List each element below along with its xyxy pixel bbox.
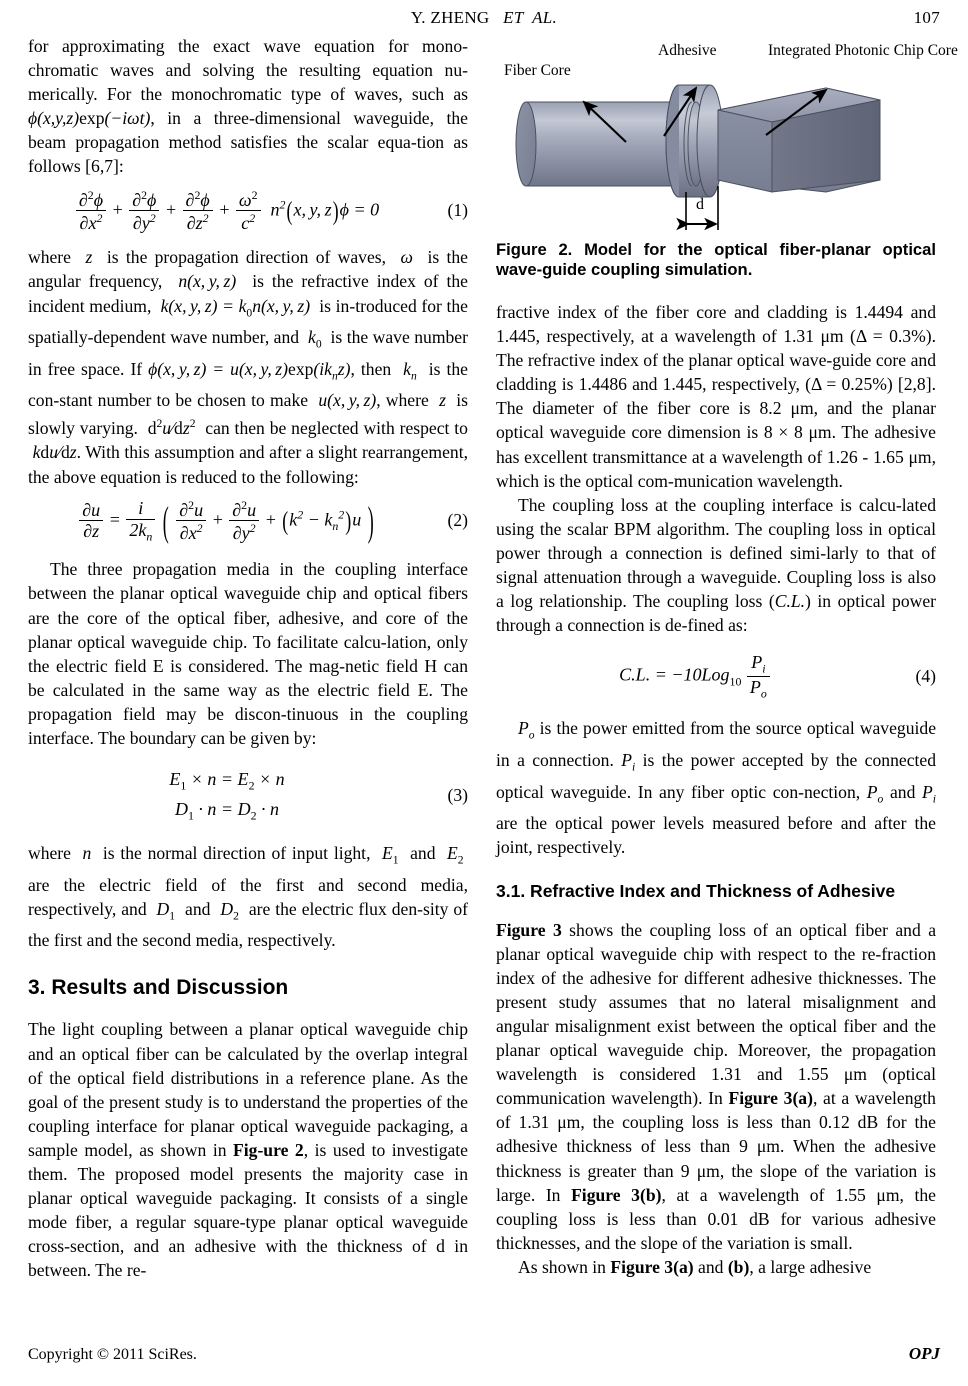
paragraph-power-definitions: [496, 716, 936, 859]
where-text-4: is in-troduced for the spatially-dependent wave number, and: [28, 295, 468, 348]
where-text-3: is the refractive index of the incident medium,: [28, 271, 468, 316]
paragraph-refractive-index: fractive index of the fiber core and cladding is 1.4494 and 1.445, respectively, at a wavelength of 1.31 μm (Δ = 0.3%). The refractive index of the planar optical wave-guide core and cladding is 1.4486 and 1.445, respectively, (Δ = 0.25%) [2,8]. The diameter of the fiber core is 8.2 μm, and the planar optical waveguide core dimension is 8 × 8 μm. The adhesive has excellent transmittance at a wavelength of 1.26 - 1.65 μm, which is the optical com-munication wavelength.: [496, 302, 936, 491]
fig3-text-a: shows the coupling loss of an optical fiber and a planar optical waveguide chip with respect to the re-fraction index of the adhesive for different adhesive thicknesses. The present study assumes that no lateral misalignment and angular misalignment exist between the optical fiber and the planar optical waveguide chip. Moreover, the propagation wavelength is considered 1.31 and 1.55 μm (optical communication wavelength). In: [496, 919, 937, 1109]
light-coupling-text-b: , is used to investigate them. The proposed model presents the majority case in planar optical waveguide packaging. It consists of a single mode fiber, a regular square-type planar optical waveguide cross-section, and an adhesive with the thickness of d in between. The re-: [28, 1139, 468, 1281]
figure-2-caption-number: Figure 2.: [496, 240, 573, 259]
equation-2-number: (2): [447, 510, 468, 531]
figure-2: [496, 40, 958, 236]
integrated-photonic-chip-box: [718, 88, 880, 192]
page-number: 107: [913, 8, 940, 27]
figure-3-reference[interactable]: Figure 3: [496, 919, 562, 940]
equation-4-body: C.L. = −10Log$_{10}$ $\frac{P_i}{P_o}$: [496, 653, 894, 700]
journal-abbreviation: OPJ: [908, 1344, 940, 1363]
inline-math-phi-exp: ϕ(x,y,z)exp(−iωt): [28, 108, 151, 129]
paragraph-three-media: The three propagation media in the coupling interface between the planar optical waveguide chip and optical fibers are the core of the optical fiber, adhesive, and core of the planar optical waveguide chip. To facilitate calcu-lation, only the electric field E is considered. The mag-netic field H can be calculated in the same way as the electric field E. The propagation field may be discon-tinuous in the coupling interface. The boundary can be given by:: [28, 559, 468, 749]
fig3-text-e: and: [693, 1256, 728, 1277]
equation-1: [28, 189, 468, 234]
where2-text-1: is the normal direction of input light,: [102, 842, 371, 863]
power-text-c: and: [883, 781, 923, 802]
paragraph-figure3-description: [496, 918, 936, 1255]
where-text-7: is the con-stant number to be chosen to make: [28, 358, 468, 411]
figure-label-fiber-core: Fiber Core: [504, 62, 571, 79]
runhead-author-name: Y. ZHENG: [410, 8, 490, 27]
where-text-5: is the wave number in free space. If: [28, 327, 468, 379]
where-text-10: can then be neglected with respect to: [205, 418, 468, 439]
paragraph-intro: [28, 34, 468, 179]
runhead-etal: ET AL.: [503, 8, 558, 27]
copyright-notice: Copyright © 2011 SciRes.: [28, 1346, 197, 1363]
figure-2-reference[interactable]: Fig-ure 2: [233, 1139, 304, 1160]
paragraph-large-adhesive: [496, 1255, 936, 1279]
where2-text-5: are the electric flux den-sity of the first and the second media, respectively.: [28, 898, 469, 951]
equation-3-body: $E_1 \times n = E_2 \times n$ $D_1 \cdot n = D_2 \cdot n$: [169, 769, 285, 823]
power-text-a: is the power emitted from the source optical waveguide in a connection.: [496, 718, 936, 771]
right-column: [496, 34, 958, 1279]
equation-4: [496, 653, 936, 700]
where-text-9: is slowly varying.: [28, 390, 468, 439]
equation-4-number: (4): [915, 666, 936, 687]
where-text-1: is the propagation direction of waves,: [106, 247, 387, 268]
figure-label-adhesive: Adhesive: [658, 42, 717, 59]
equation-2-body: $\frac{\partial u}{\partial z}$ = $\frac{i}{2k_n}$ ( $\frac{\partial^2u}{\partial x^2}$ + $\frac{\partial^2u}{\partial y^2}$ + $(k^2 - k_n^2)u$ ): [28, 499, 426, 544]
section-heading-results: 3. Results and Discussion: [28, 976, 289, 1000]
running-head-authors: [28, 8, 940, 28]
fig3-text-d: As shown in: [518, 1256, 611, 1277]
fig3-text-b: , at a wavelength of 1.31 μm, the coupling loss is less than 0.12 dB for the adhesive thickness of less than 9 μm. When the adhesive thickness is greater than 9 μm, the slope of the variation is large. In: [496, 1088, 936, 1205]
figure-2-caption-text: Model for the optical fiber-planar optical wave-guide coupling simulation.: [496, 240, 936, 279]
figure-label-chip-core: Integrated Photonic Chip Core: [768, 42, 958, 59]
figure-3b-reference-2[interactable]: (b): [727, 1256, 750, 1277]
where-text-8: , where: [376, 390, 429, 411]
coupling-loss-text-b: ) in optical power through a connection is de-fined as:: [496, 591, 936, 636]
equation-1-number: (1): [447, 200, 468, 221]
adhesive-disc: [666, 85, 723, 197]
coupling-loss-text-a: The coupling loss at the coupling interface is calcu-lated using the scalar BPM algorithm. The coupling loss in optical power through a connection is defined simi-larly to that of signal attenuation through a waveguide. Coupling loss is also a log relationship. The coupling loss (: [496, 494, 936, 612]
where2-text-4: and: [185, 898, 211, 919]
equation-3-number: (3): [447, 785, 468, 806]
where-label-1: where: [28, 247, 71, 268]
subsection-heading-refractive: 3.1. Refractive Index and Thickness of Adhesive: [496, 881, 896, 902]
equation-1-body: $\frac{\partial^2\phi}{\partial x^2}$ + $\frac{\partial^2\phi}{\partial y^2}$ + $\frac{\partial^2\phi}{\partial z^2}$ + $\frac{\omega^2}{c^2}$ $n^2(x$, y, z)ϕ = 0: [28, 189, 426, 234]
paragraph-coupling-loss: [496, 493, 936, 638]
coupling-loss-symbol: C.L.: [774, 591, 806, 612]
paragraph-light-coupling: [28, 1017, 468, 1282]
figure-3a-reference[interactable]: Figure 3(a): [728, 1088, 813, 1109]
power-text-b: is the power accepted by the connected optical waveguide. In any fiber optic con-nection,: [496, 750, 936, 802]
fig3-text-f: , a large adhesive: [749, 1256, 872, 1277]
left-column: [28, 34, 468, 1282]
where-text-6: , then: [350, 358, 392, 379]
paragraph-where-2: where n is the normal direction of input light, $E_1$ and $E_2$ are the electric field of the first and second media, respectively, and $D_1$ and $D_2$ are the electric flux den-sity of the first and the second media, respectively.: [28, 842, 469, 951]
equation-2: [28, 499, 468, 544]
where2-text-2: and: [410, 842, 436, 863]
where2-text-3: are the electric field of the first and second media, respectively, and: [28, 874, 468, 919]
where-text-11: . With this assumption and after a slight rearrangement, the above equation is reduced to the following:: [28, 442, 468, 487]
paragraph-where-1: where z is the propagation direction of waves, ω is the angular frequency, n(x, y, z) is the refractive index of the incident medium, k(x, y, $z) = k_0n(x$, y, z) is in-troduced for the spatially-dependent wave number, and $k_0$ is the wave number in free space. If ϕ(x, y, z) = u(x, y, $z)\exp(ik_nz)$, then $k_n$ is the con-stant number to be chosen to make u(x, y, z), where z is slowly varying. $d^2u⁄dz^2$ can then be neglected with respect to kdu⁄dz. With this assumption and after a slight rearrangement, the above equation is reduced to the following:: [28, 247, 468, 487]
paragraph-intro-tail: , in a three-dimensional waveguide, the beam propagation method satisfies the scalar equa-tion as follows [6,7]:: [28, 108, 468, 177]
power-text-d: are the optical power levels measured before and after the joint, respectively.: [496, 813, 936, 858]
figure-3b-reference[interactable]: Figure 3(b): [571, 1184, 662, 1205]
figure-label-d: d: [696, 196, 704, 213]
symbol-po: $P_o$: [518, 718, 535, 742]
where-text-2: is the angular frequency,: [28, 247, 468, 292]
running-head: [28, 0, 940, 34]
symbol-po-2: $P_o$: [866, 781, 884, 806]
figure-2-caption: [496, 240, 936, 280]
light-coupling-text-a: The light coupling between a planar optical waveguide chip and an optical fiber can be calculated by the overlap integral of the optical field distributions in a reference plane. As the goal of the present study is to understand the properties of the coupling interface for planar optical waveguide packaging, a sample model, as shown in: [28, 1019, 468, 1160]
two-column-body: [28, 34, 958, 1282]
symbol-pi: $P_i$: [621, 750, 636, 774]
where-label-2: where: [28, 842, 71, 863]
fig3-text-c: , at a wavelength of 1.55 μm, the coupling loss is less than 0.01 dB for various adhesive thicknesses, and the slope of the variation is small.: [496, 1184, 936, 1253]
page-footer: [28, 1344, 940, 1364]
symbol-pi-2: $P_i$: [922, 781, 937, 806]
figure-3a-reference-2[interactable]: Figure 3(a): [610, 1256, 694, 1277]
paragraph-intro-text: for approximating the exact wave equation for mono-chromatic waves and solving the resulting equation nu-merically. For the monochromatic type of waves, such as: [28, 36, 468, 105]
equation-3: [28, 766, 468, 825]
